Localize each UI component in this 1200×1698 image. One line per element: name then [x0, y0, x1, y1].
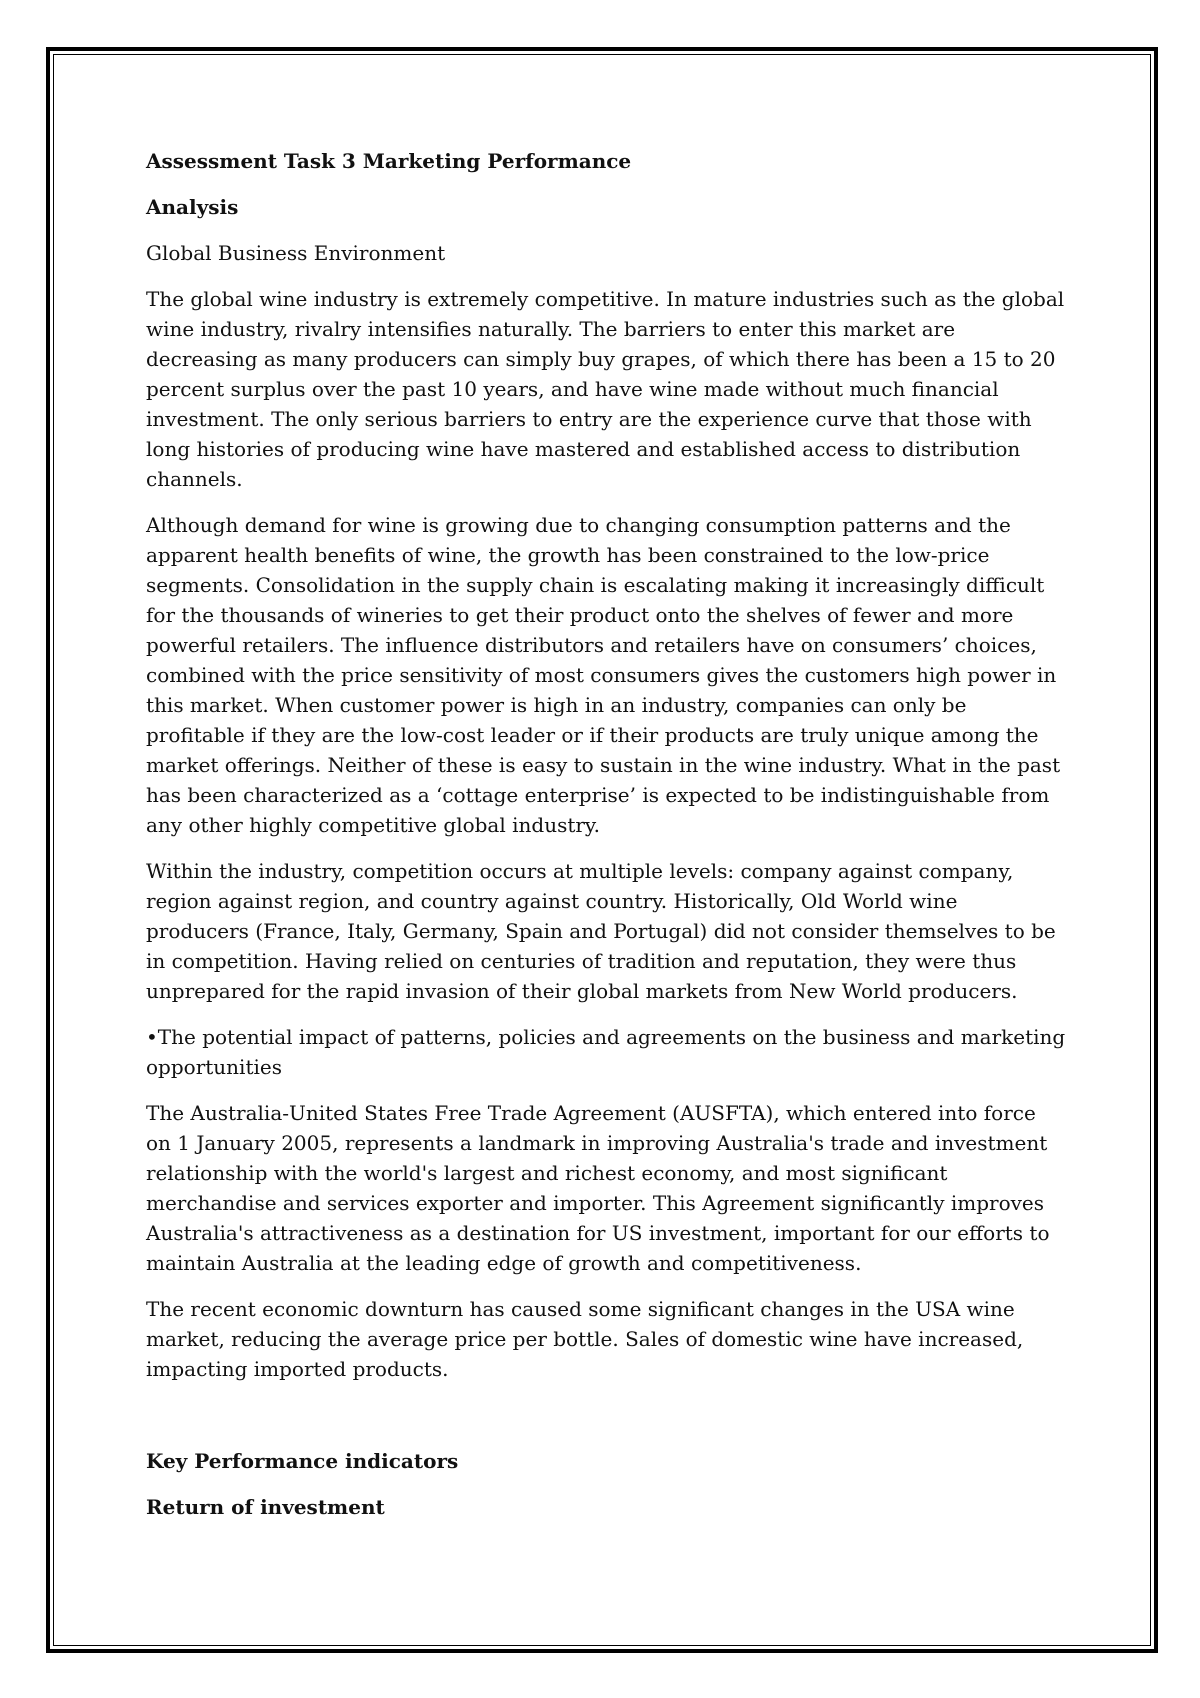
- document-title: Assessment Task 3 Marketing Performance: [146, 149, 632, 173]
- paragraph-downturn: The recent economic downturn has caused some significant changes in the USA wine market, reducing the average price per bottle. Sales of domestic wine have increased, impacting imported products.: [146, 1297, 1024, 1381]
- blank-spacer: [146, 1400, 1066, 1446]
- roi-heading: Return of investment: [146, 1495, 385, 1519]
- bullet-point: •The potential impact of patterns, policies and agreements on the business and marketing opportunities: [146, 1025, 1066, 1079]
- paragraph-competition: The global wine industry is extremely competitive. In mature industries such as the global wine industry, rivalry intensifies naturally. The barriers to enter this market are decreasing as many producers can simply buy grapes, of which there has been a 15 to 20 percent surplus over the past 10 years, and have wine made without much financial investment. The only serious barriers to entry are the experience curve that those with long histories of producing wine have mastered and established access to distribution channels.: [146, 287, 1065, 491]
- subsection-title: Global Business Environment: [146, 241, 446, 265]
- paragraph-demand: Although demand for wine is growing due to changing consumption patterns and the apparent health benefits of wine, the growth has been constrained to the low-price segments. Consolidation in the supply chain is escalating making it increasingly difficult for the thousands of wineries to get their product onto the shelves of fewer and more powerful retailers. The influence distributors and retailers have on consumers’ choices, combined with the price sensitivity of most consumers gives the customers high power in this market. When customer power is high in an industry, companies can only be profitable if they are the low-cost leader or if their products are truly unique among the market offerings. Neither of these is easy to sustain in the wine industry. What in the past has been characterized as a ‘cottage enterprise’ is expected to be indistinguishable from any other highly competitive global industry.: [146, 513, 1061, 837]
- section-heading-analysis: Analysis: [146, 195, 239, 219]
- document-body: [146, 146, 1066, 1538]
- paragraph-industry-levels: Within the industry, competition occurs at multiple levels: company against company, region against region, and country against country. Historically, Old World wine producers (France, Italy, Germany, Spain and Portugal) did not consider themselves to be in competition. Having relied on centuries of tradition and reputation, they were thus unprepared for the rapid invasion of their global markets from New World producers.: [146, 859, 1056, 1003]
- paragraph-ausfta: The Australia-United States Free Trade Agreement (AUSFTA), which entered into force on 1 January 2005, represents a landmark in improving Australia's trade and investment relationship with the world's largest and richest economy, and most significant merchandise and services exporter and importer. This Agreement significantly improves Australia's attractiveness as a destination for US investment, important for our efforts to maintain Australia at the leading edge of growth and competitiveness.: [146, 1101, 1050, 1275]
- kpi-heading: Key Performance indicators: [146, 1449, 459, 1473]
